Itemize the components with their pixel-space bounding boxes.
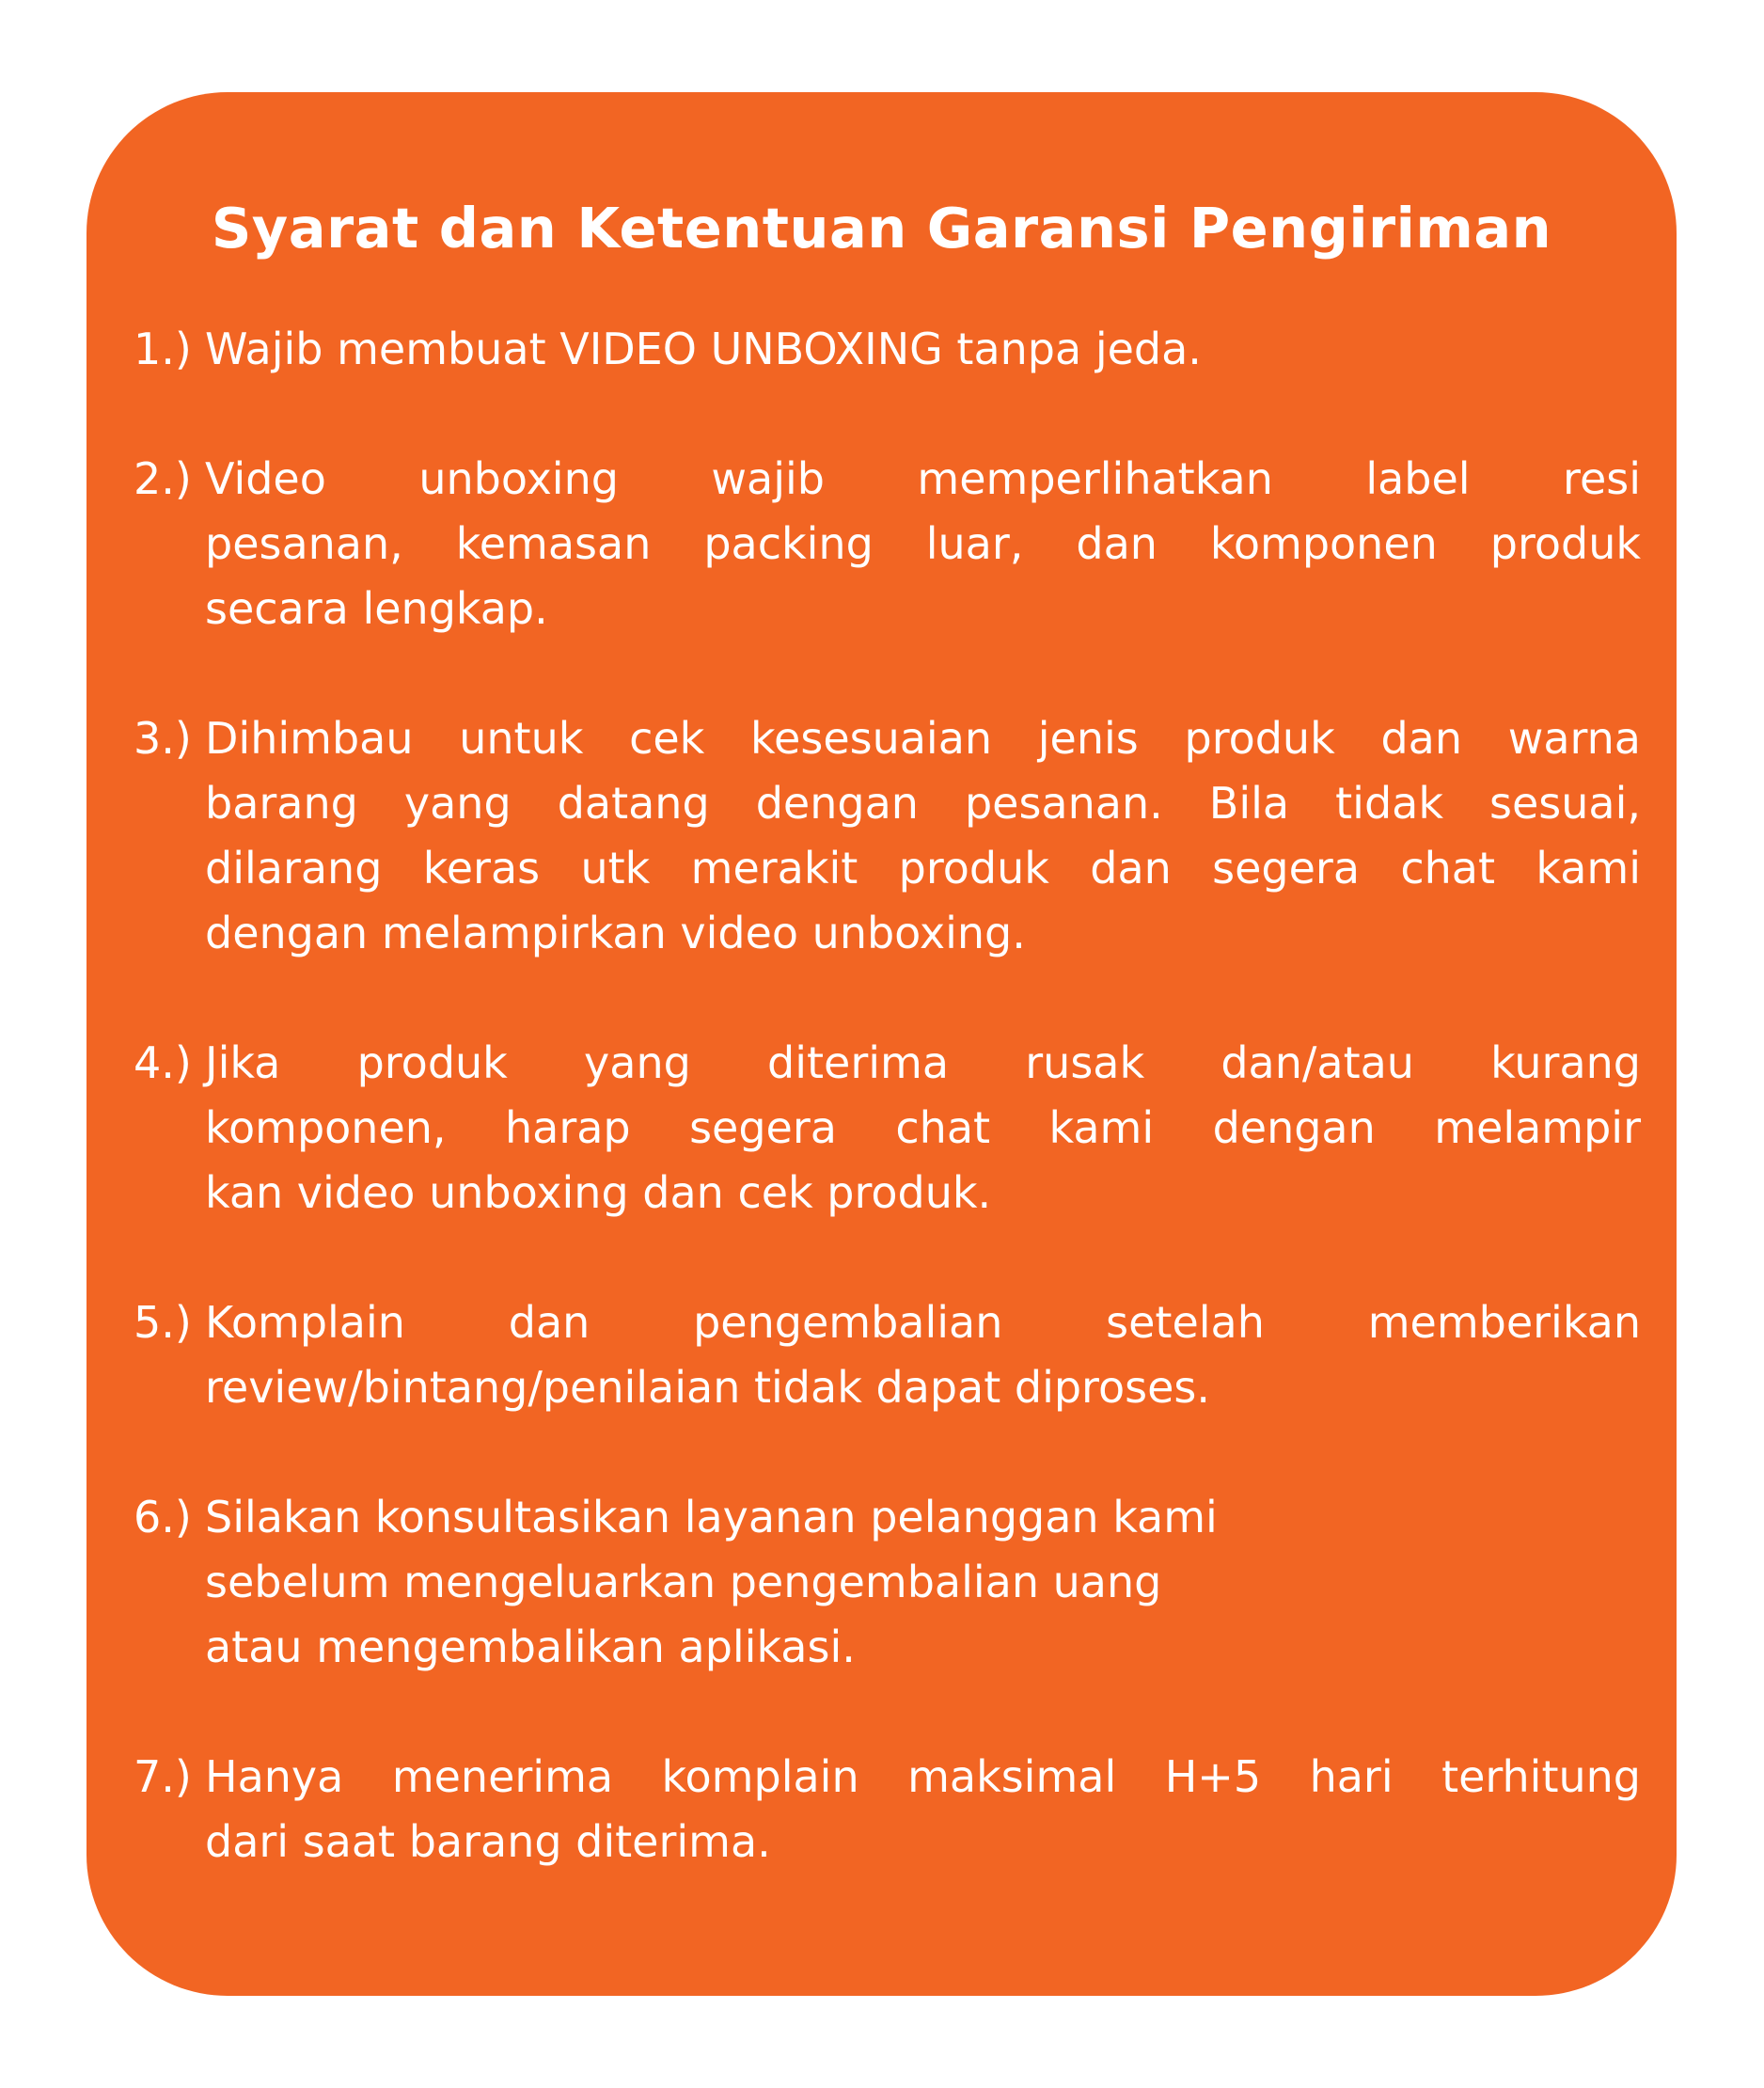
term-line: Komplain dan pengembalian setelah memberikan xyxy=(205,1297,1641,1348)
term-line: Hanya menerima komplain maksimal H+5 hari terhitung xyxy=(205,1751,1641,1802)
terms-card xyxy=(87,92,1677,1996)
term-number: 6.) xyxy=(134,1492,192,1542)
card-title: Syarat dan Ketentuan Garansi Pengiriman xyxy=(211,196,1552,261)
term-item-7 xyxy=(134,1745,1641,1874)
term-number: 4.) xyxy=(134,1037,192,1088)
term-number: 7.) xyxy=(134,1751,192,1802)
term-number: 3.) xyxy=(134,713,192,764)
term-line: Silakan konsultasikan layanan pelanggan kami xyxy=(205,1492,1218,1542)
term-text xyxy=(205,447,1641,641)
term-line: sebelum mengeluarkan pengembalian uang xyxy=(205,1557,1162,1607)
term-item-4 xyxy=(134,1031,1641,1226)
term-line: secara lengkap. xyxy=(205,583,548,634)
term-number: 5.) xyxy=(134,1297,192,1348)
term-text xyxy=(205,1031,1641,1226)
terms-list xyxy=(134,317,1641,1939)
term-text xyxy=(205,1745,1641,1874)
term-line: komponen, harap segera chat kami dengan melampir xyxy=(205,1102,1641,1153)
term-text xyxy=(205,317,1641,382)
term-line: dengan melampirkan video unboxing. xyxy=(205,908,1026,958)
term-number: 1.) xyxy=(134,324,192,374)
term-line: Dihimbau untuk cek kesesuaian jenis produk dan warna xyxy=(205,713,1641,764)
term-line: barang yang datang dengan pesanan. Bila tidak sesuai, xyxy=(205,778,1641,829)
term-line: review/bintang/penilaian tidak dapat diproses. xyxy=(205,1362,1210,1413)
term-line: atau mengembalikan aplikasi. xyxy=(205,1621,856,1672)
term-item-3 xyxy=(134,706,1641,966)
term-line: kan video unboxing dan cek produk. xyxy=(205,1167,992,1218)
term-line: dilarang keras utk merakit produk dan segera chat kami xyxy=(205,843,1641,894)
term-item-2 xyxy=(134,447,1641,641)
term-line: Video unboxing wajib memperlihatkan label resi xyxy=(205,453,1641,504)
term-number: 2.) xyxy=(134,453,192,504)
term-item-6 xyxy=(134,1485,1641,1680)
term-text xyxy=(205,706,1641,966)
term-line: dari saat barang diterima. xyxy=(205,1816,771,1867)
term-line: Wajib membuat VIDEO UNBOXING tanpa jeda. xyxy=(205,324,1202,374)
term-text xyxy=(205,1485,1641,1680)
term-line: Jika produk yang diterima rusak dan/atau kurang xyxy=(205,1037,1641,1088)
term-item-5 xyxy=(134,1290,1641,1420)
term-text xyxy=(205,1290,1641,1420)
term-item-1 xyxy=(134,317,1641,382)
term-line: pesanan, kemasan packing luar, dan komponen produk xyxy=(205,518,1641,569)
